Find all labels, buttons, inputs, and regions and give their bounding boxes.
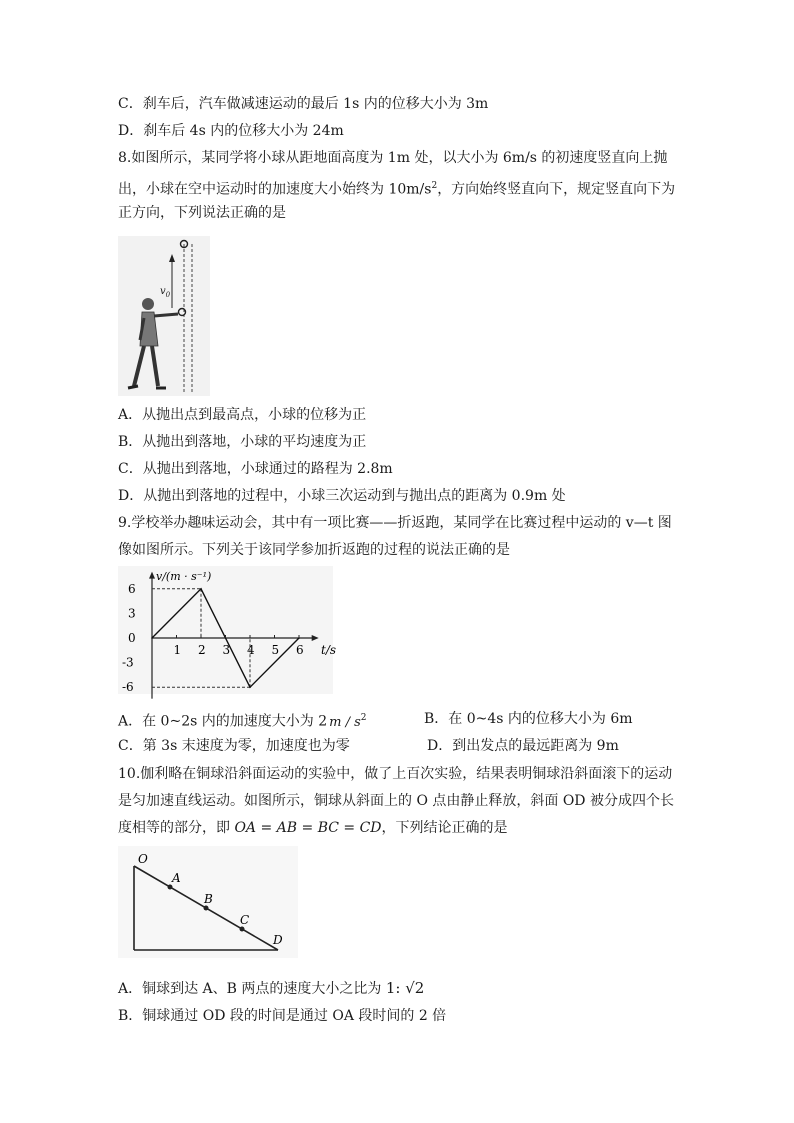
label-a: A xyxy=(172,871,181,885)
q9-option-b: B．在 0~4s 内的位移大小为 6m xyxy=(424,711,633,727)
incline-diagram xyxy=(118,846,298,958)
x-tick-label: 4 xyxy=(247,643,255,657)
student-throwing-ball-illustration xyxy=(118,236,210,396)
q10-stem-line3: 度相等的部分，即 OA = AB = BC = CD，下列结论正确的是 xyxy=(118,820,508,836)
q9-option-d: D．到出发点的最远距离为 9m xyxy=(427,738,619,754)
q7-option-d: D．刹车后 4s 内的位移大小为 24m xyxy=(118,123,344,139)
q8-figure xyxy=(118,236,210,396)
q8-stem-line3: 正方向，下列说法正确的是 xyxy=(118,205,286,221)
point-c xyxy=(240,927,245,932)
q8-option-a: A．从抛出点到最高点，小球的位移为正 xyxy=(118,407,367,423)
y-tick-label: 6 xyxy=(128,581,136,596)
x-tick-label: 3 xyxy=(222,643,231,657)
q8-option-c: C．从抛出到落地，小球通过的路程为 2.8m xyxy=(118,461,393,477)
q10-option-a: A．铜球到达 A、B 两点的速度大小之比为 1: √2 xyxy=(118,979,425,997)
q9-vt-chart xyxy=(118,566,337,695)
x-tick-label: 1 xyxy=(173,643,182,657)
point-b xyxy=(204,906,209,911)
label-o: O xyxy=(138,852,148,866)
q9-stem-line2: 像如图所示。下列关于该同学参加折返跑的过程的说法正确的是 xyxy=(118,542,510,558)
q9-option-c: C．第 3s 末速度为零，加速度也为零 xyxy=(118,738,350,754)
q8-stem-line1: 8.如图所示，某同学将小球从距地面高度为 1m 处，以大小为 6m/s 的初速度竖直向上抛 xyxy=(118,150,668,166)
y-tick-label: 0 xyxy=(128,631,136,645)
vt-chart-svg xyxy=(118,566,337,695)
x-tick-label: 5 xyxy=(271,643,280,657)
label-c: C xyxy=(240,913,250,927)
y-axis-label: v/(m · s⁻¹) xyxy=(156,570,212,583)
q8-option-b: B．从抛出到落地，小球的平均速度为正 xyxy=(118,434,367,450)
q9-stem-line1: 9.学校举办趣味运动会，其中有一项比赛——折返跑，某同学在比赛过程中运动的 v—t 图 xyxy=(118,515,672,531)
x-axis-label: t/s xyxy=(321,643,337,657)
x-tick-label: 6 xyxy=(296,643,304,657)
q10-option-b: B．铜球通过 OD 段的时间是通过 OA 段时间的 2 倍 xyxy=(118,1008,447,1024)
q10-stem-line1: 10.伽利略在铜球沿斜面运动的实验中，做了上百次实验，结果表明铜球沿斜面滚下的运动 xyxy=(118,766,673,782)
y-tick-label: -6 xyxy=(122,680,134,695)
q10-stem-line2: 是匀加速直线运动。如图所示，铜球从斜面上的 O 点由静止释放，斜面 OD 被分成四个长 xyxy=(118,793,674,809)
vt-data-point xyxy=(249,686,251,688)
y-tick-label: 3 xyxy=(128,606,136,621)
label-b: B xyxy=(204,892,213,906)
q8-stem-line2: 出，小球在空中运动时的加速度大小始终为 $10m/s^2$，方向始终竖直向下，规定竖直向下为 xyxy=(118,181,676,198)
vt-data-point xyxy=(200,588,202,590)
x-tick-label: 2 xyxy=(198,643,206,657)
point-a xyxy=(168,885,173,890)
vt-data-point xyxy=(151,637,153,639)
v0-label: $v_0$ xyxy=(160,286,171,299)
q8-option-d: D．从抛出到落地的过程中，小球三次运动到与抛出点的距离为 0.9m 处 xyxy=(118,488,566,504)
q10-incline-figure xyxy=(118,846,298,958)
q9-option-a: A．在 0~2s 内的加速度大小为 2 m / $s^2$ xyxy=(118,713,367,730)
q7-option-c: C．刹车后，汽车做减速运动的最后 1s 内的位移大小为 3m xyxy=(118,96,489,112)
y-tick-label: -3 xyxy=(122,655,134,670)
label-d: D xyxy=(273,933,283,947)
